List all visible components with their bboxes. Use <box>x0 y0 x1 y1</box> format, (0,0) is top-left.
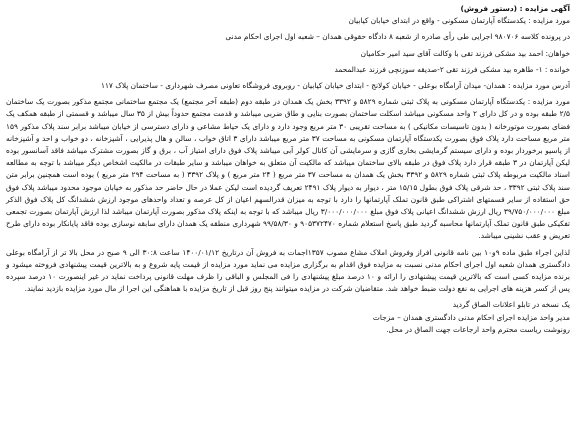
auction-terms: لذاین اجراء طبق ماده ۹و۱۰ بین نامه قانونی افراز وفروش املاک مشاع مصوب ۱۳۵۷اجمات به فروش آن درتاریخ ۱۴۰۰/۰۱/۱۲ ساعت ۳۰:۸ الی ۹ صبح در محل بالا تر از آرامگاه بوعلی دادگستری همدان شعبه اول اجرای احکام مدنی نسبت به مزایده فوق اقدام به برگزاری مزایده می نماید مورد مزایده از قیمت پایه شروع و به بالاترین قیمت پیشنهادی فروخته میشود و برنده مزایده کسی است که بالاترین قیمت پیشنهادی را ارائه و ۱۰ درصد مبلغ پیشنهادی را فی المجلس و الباقی را ظرف مهلت قانونی پرداخت نماید در غیر اینصورت ۱۰ درصد سپرده پس از کسر هزینه های اجرایی به نفع دولت ضبط خواهد شد. متقاضیان شرکت در مزایده میتوانند پنج روز قبل از تاریخ مزایده با هماهنگی این اجرا از مال مورد مزایده بازدید نمایند. <box>6 247 570 294</box>
property-address: آدرس مورد مزایده : همدان- میدان آرامگاه بوعلی - خیابان کولانج - ابتدای خیابان کیابیان - روبروی فروشگاه تعاونی مصرف شهرداری - ساختمان پلاک ۱۱۷ <box>100 81 570 91</box>
defendants: خوانده : ۱- طاهره بید مشکی فرزند تقی ۲-صدیقه سوزنچی فرزند عبدالمحمد <box>334 64 570 74</box>
notice-title: آگهی مزایده : (دستور فروش) <box>460 4 570 13</box>
signature: مدیر واحد مزایده اجرای احکام مدنی دادگستری همدان – مزجات <box>372 312 570 322</box>
notice-subject: مورد مزایده : یکدستگاه آپارتمان مسکونی - واقع در ابتدای خیابان کیابیان <box>348 16 570 26</box>
property-description: مورد مزایده : یکدستگاه آپارتمان مسکونی به پلاک ثبتی شماره ۵۸۲۹ و ۳۳۹۲ بخش یک همدان در طبقه دوم (طبقه آخر مجتمع) یک مجتمع ساختمانی مجتمع مذکور بصورت یک ساختمان ۲/۵ طبقه بوده و در کل دارای ۲ واحد مسکونی میباشد اسکلت ساختمان بصورت بنایی و طاق ضربی میباشد و قدمت مجتمع حدوداً بیش از ۳۵ سال میباشد و قسمتی از طبقه همکف یک فضای بصورت موتورخانه ( بدون تاسیسات مکانیکی ) به مساحت تقریبی ۳۰ متر مربع وجود دارد و دارای یک حیاط مشاعی و دارای دسترسی از خیابان میباشد برابر سند پلاک مذکور ۱۵۹ متر مربع مساحت دارد پلاک فوق بصورت یکدستگاه آپارتمان مسکونی به مساحت ۳۷ متر مربع میباشد دارای ۳ اتاق خواب ، سالن و هال پذیرایی ، آشپزخانه ، دو خواب و احد و آشپزخانه از پاسیو برخوردار بوده و دارای سیستم گرمایشی بخاری گازی و سرمایشی آن کانال کولر آبی میباشد پلاک فوق دارای امتیاز آب ، برق و گاز بصورت مشترک میباشد فاقد آسانسور بوده لیکن آپارتمان در ۳ طبقه قرار دارد پلاک فوق در طبقه بالای ساختمان میباشد که مالکیت آن متعلق به خواهان میباشد و سایر طبقات در مالکیت اشخاص دیگر میباشد با توجه به مطالعه اسناد مالکیت مربوطه پلاک ثبتی شماره ۵۸۲۹ و ۳۳۹۲ بخش یک همدان به مساحت ۳۷ متر مربع ( ۲۴ متر مربع ) و پلاک ۳۳۹۲ ( به مساحت ۲۹۴ متر مربع ) بوده است همچنین برابر متن سند پلاک ثبتی ۳۳۹۲ ، حد شرقی پلاک فوق بطول ۱۵/۱۵ متر ، دیوار به دیوار پلاک ۲۴۹۱ تعریف گردیده است لیکن عملا در حال حاضر حد مذکور به خیابان موجود محدود میباشد پلاک فوق حق استفاده از سایر قسمتهای اشتراکی طبق قانون تملک آپارتمانها را دارد با توجه به میزان قدرالسهم اعیان از کل عرصه و تعداد واحدهای موجود ارزش ششدانگ کل پلاک فوق الذکر مبلغ ۳۹/۷۵۰/۰۰۰/۰۰۰ ریال ارزش ششدانگ اعیانی پلاک فوق مبلغ ۳/۰۰۰/۰۰۰/۰۰۰ ریال میباشد که با توجه به اینکه پلاک مذکور بصورت آپارتمان میباشد لذا ارزش آپارتمان بصورت تجمعی تفکیکی طبق قانون تملک آپارتمانها محاسبه گردید طبق پاسخ استعلام شماره ۹۰۵۳۷۲۴۷۰ و ۹۹/۵۸/۳۰ شهرداری منطقه یک همدان دارای سابقه نوسازی بوده فاقد پایانکار بوده دارای طرح تعریض و عقب نشینی میباشد. <box>6 97 571 241</box>
case-file: در پرونده کلاسه ۹۸۰۷۰۶ اجرایی طی رأی صادره از شعبه ۸ دادگاه حقوقی همدان – شعبه اول اجرای احکام مدنی <box>225 32 570 42</box>
copy-note: رونوشت ریاست محترم واحد ارجاعات جهت الصاق در محل. <box>386 324 570 334</box>
plaintiff: خواهان: احمد بید مشکی فرزند تقی با وکالت آقای سید امیر حکامیان <box>360 48 570 58</box>
publication-note: یک نسخه در تابلو اعلانات الصاق گردید <box>452 300 570 310</box>
